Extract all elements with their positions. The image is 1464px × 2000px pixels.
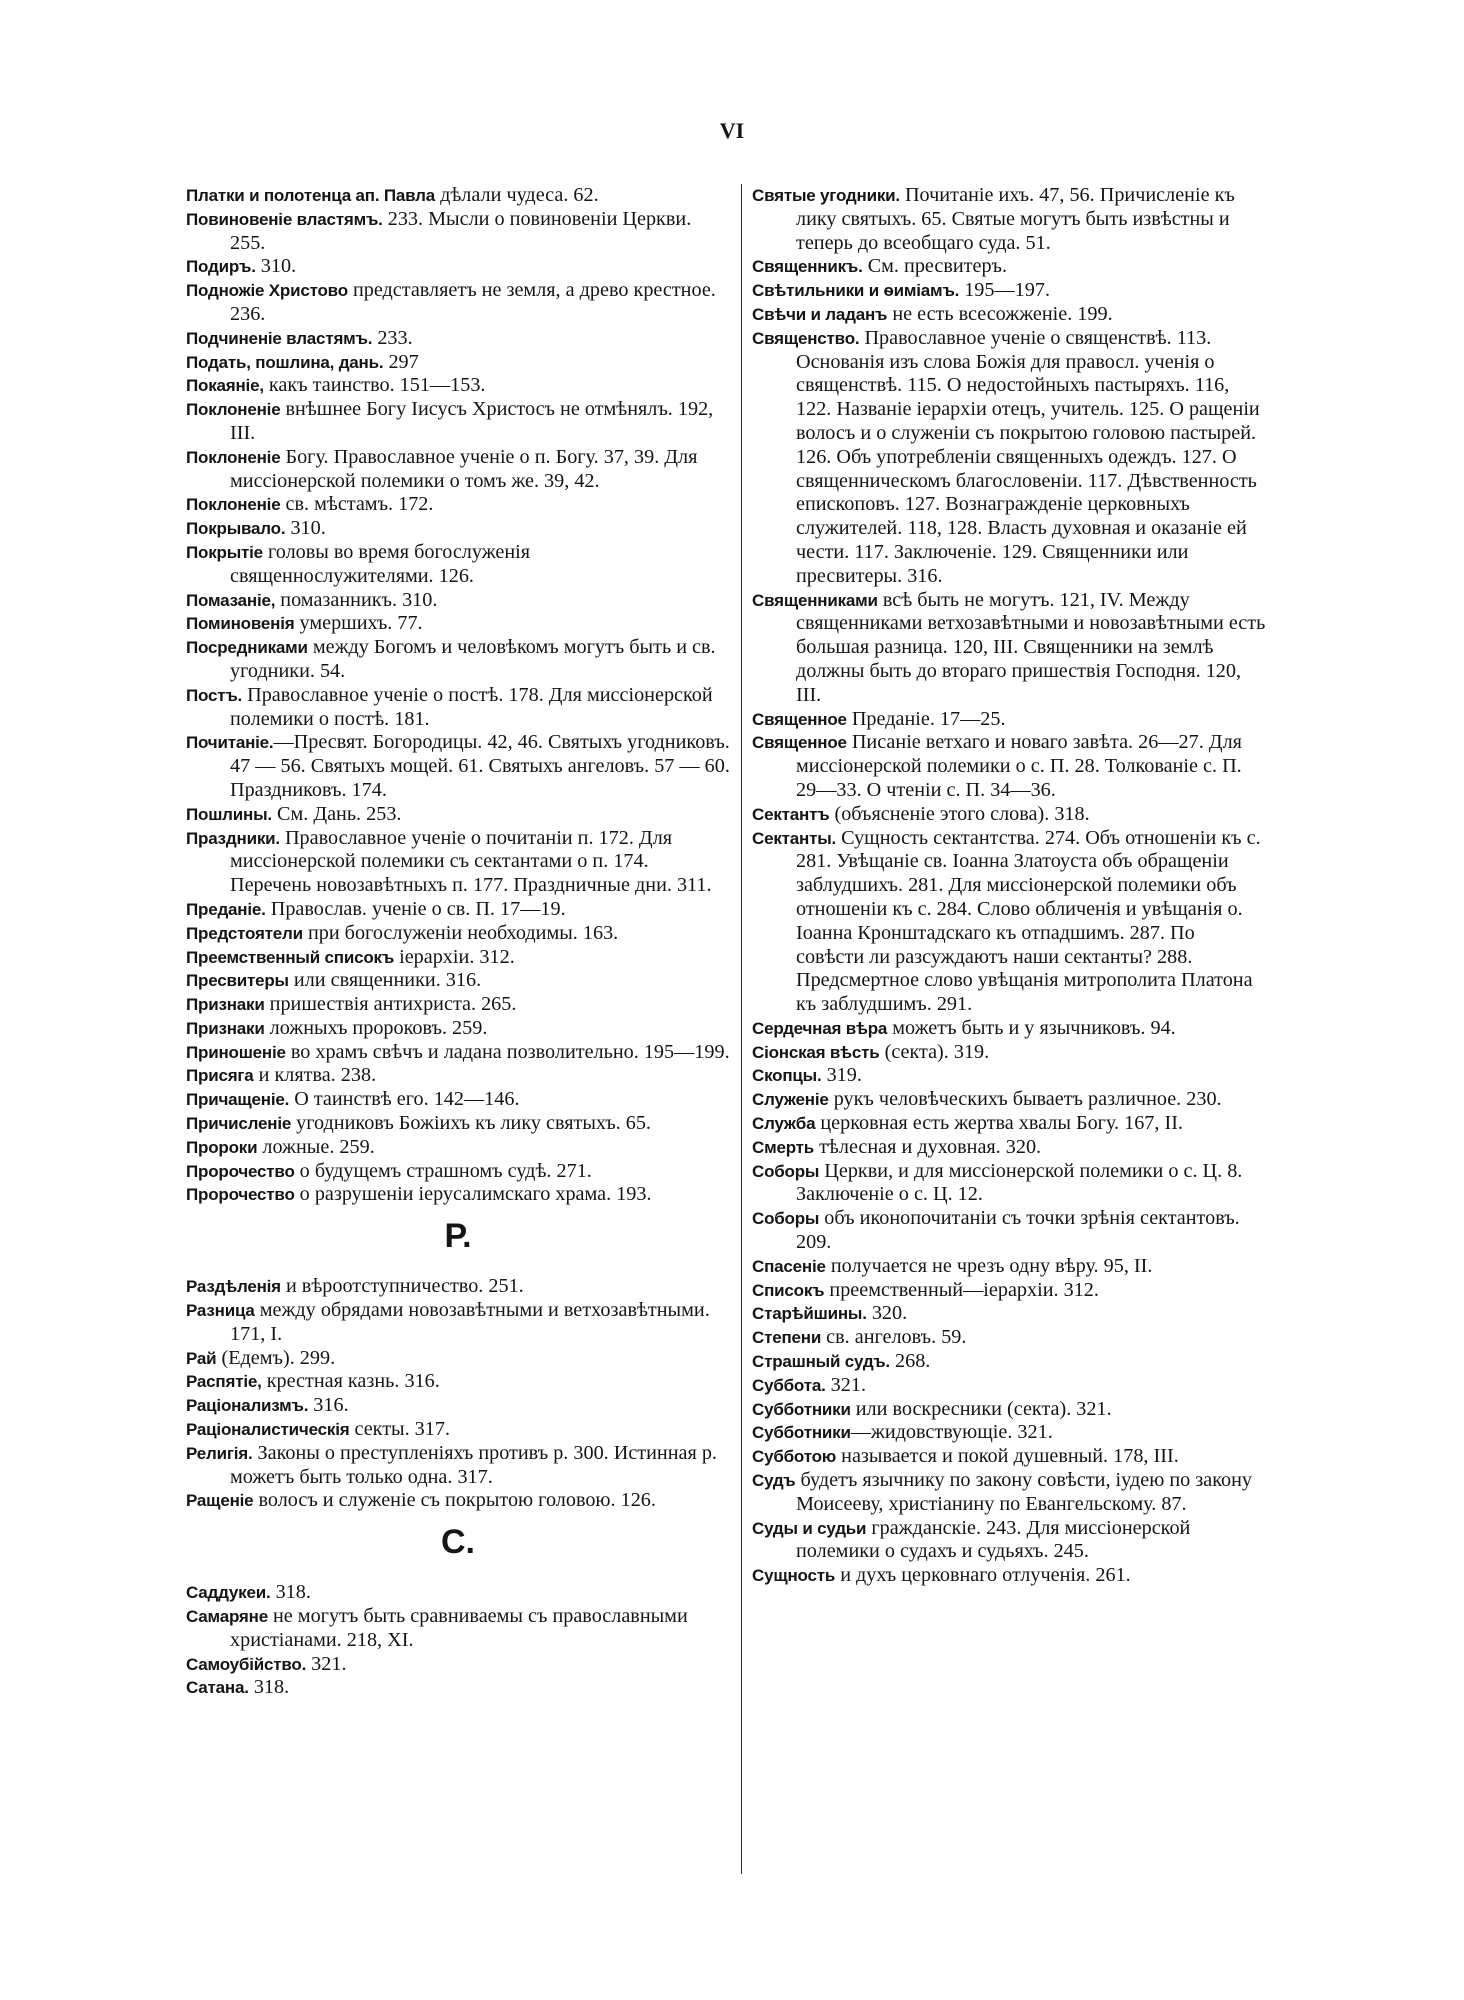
index-entry: [752, 1017, 1266, 1041]
index-entry: [186, 1605, 730, 1653]
entry-text: не есть всесожженіе. 199.: [887, 302, 1113, 325]
index-entry: [186, 1275, 730, 1299]
index-entry: [186, 612, 730, 636]
entry-text: св. мѣстамъ. 172.: [280, 493, 434, 516]
entry-text: 233. Мысли о повиновеніи Церкви. 255.: [230, 207, 692, 254]
entry-headword: Религія.: [186, 1443, 253, 1463]
entry-text: 318.: [248, 1676, 290, 1699]
entry-text: 195—197.: [959, 279, 1050, 302]
entry-headword: Сектантъ: [752, 804, 830, 824]
entry-headword: Праздники.: [186, 828, 280, 848]
entry-headword: Подиръ.: [186, 257, 256, 277]
entry-headword: Субботою: [752, 1447, 837, 1467]
entries-list-s-continued: [752, 184, 1266, 1588]
entry-text: называется и покой душевный. 178, III.: [836, 1445, 1179, 1468]
entry-text: ложныхъ пророковъ. 259.: [264, 1016, 488, 1039]
entry-text: или священники. 316.: [288, 969, 482, 992]
entry-headword: Повиновеніе властямъ.: [186, 209, 383, 229]
index-entry: [752, 1064, 1266, 1088]
entry-text: Законы о преступленіяхъ противъ р. 300. Истинная р. можетъ быть только одна. 317.: [230, 1441, 717, 1488]
index-entry: [752, 1041, 1266, 1065]
entry-headword: Святые угодники.: [752, 186, 900, 205]
entry-text: Православ. ученіе о св. П. 17—19.: [265, 897, 566, 920]
entry-text: 297: [383, 350, 419, 373]
index-entry: [186, 946, 730, 970]
index-entry: [186, 351, 730, 375]
index-entry: [186, 1088, 730, 1112]
entry-text: (секта). 319.: [879, 1040, 990, 1063]
entry-text: гражданскіе. 243. Для миссіонерской полемики о судахъ и судьяхъ. 245.: [796, 1516, 1191, 1563]
index-entry: [186, 1370, 730, 1394]
index-entry: [186, 1347, 730, 1371]
index-entry: [752, 1279, 1266, 1303]
entry-text: угодниковъ Божіихъ къ лику святыхъ. 65.: [291, 1112, 651, 1135]
entry-headword: Пророчество: [186, 1161, 295, 1181]
index-entry: [186, 636, 730, 684]
index-entry: [752, 1326, 1266, 1350]
entry-text: 310.: [255, 255, 297, 278]
index-entry: [752, 327, 1266, 589]
index-entry: [752, 303, 1266, 327]
entry-headword: Приношеніе: [186, 1042, 286, 1062]
entry-headword: Предстоятели: [186, 923, 303, 943]
entry-headword: Пророчество: [186, 1185, 295, 1205]
entry-text: Православное ученіе о священствѣ. 113. Основанія изъ слова Божія для правосл. ученія о священствѣ. 115. О недостойныхъ пастыряхъ. 116, 122. Названіе іерархіи отецъ, учитель. 125. О ращеніи волосъ и о служеніи съ покрытою головою пастырей. 126. Объ употребленіи священныхъ одеждъ. 127. О священническомъ благословеніи. 117. Дѣвственность епископовъ. 127. Вознагражденіе церковныхъ служителей. 118, 128. Власть духовная и оказаніе ей чести. 117. Заключеніе. 129. Священники или пресвитеры. 316.: [796, 326, 1260, 587]
entry-headword: Ращеніе: [186, 1491, 254, 1511]
index-entry: [752, 279, 1266, 303]
entry-text: Преданіе. 17—25.: [846, 707, 1006, 730]
index-entry: [752, 1160, 1266, 1208]
entry-text: —Пресвят. Богородицы. 42, 46. Святыхъ угодниковъ. 47 — 56. Святыхъ мощей. 61. Святыхъ ангеловъ. 57 — 60. Праздниковъ. 174.: [230, 731, 730, 801]
index-entry: [186, 1064, 730, 1088]
entries-list-s: [186, 1581, 730, 1700]
entry-headword: Распятіе,: [186, 1372, 262, 1392]
entry-headword: Постъ.: [186, 685, 243, 705]
entry-headword: Подать, пошлина, дань.: [186, 352, 384, 372]
entry-headword: Раціонализмъ.: [186, 1396, 309, 1416]
entry-text: пришествія антихриста. 265.: [264, 993, 517, 1016]
entries-list-p: [186, 184, 730, 1207]
index-entry: [752, 1421, 1266, 1445]
index-entry: [186, 541, 730, 589]
entry-text: Почитаніе ихъ. 47, 56. Причисленіе къ лику святыхъ. 65. Святые могутъ быть извѣстны и теперь до всеобщаго суда. 51.: [796, 184, 1235, 254]
index-entry: [752, 255, 1266, 279]
entry-headword: Сектанты.: [752, 828, 837, 848]
index-entry: [752, 1517, 1266, 1565]
entry-text: См. Дань. 253.: [271, 802, 402, 825]
index-entry: [186, 1489, 730, 1513]
entry-headword: Субботники: [752, 1399, 851, 1419]
index-entry: [752, 1136, 1266, 1160]
entry-text: Православное ученіе о постѣ. 178. Для миссіонерской полемики о постѣ. 181.: [230, 683, 713, 730]
entry-headword: Степени: [752, 1328, 822, 1348]
entry-text: 321.: [825, 1373, 866, 1396]
index-entry: [186, 827, 730, 898]
entry-headword: Признаки: [186, 1018, 265, 1038]
index-entry: [186, 969, 730, 993]
entry-headword: Посредниками: [186, 638, 308, 658]
entry-text: секты. 317.: [349, 1418, 451, 1441]
entry-headword: Рай: [186, 1348, 217, 1368]
index-entry: [752, 1398, 1266, 1422]
entry-text: во храмъ свѣчъ и ладана позволительно. 195—199.: [285, 1040, 730, 1063]
entry-text: іерархіи. 312.: [394, 945, 515, 968]
index-entry: [186, 1394, 730, 1418]
index-entry: [186, 898, 730, 922]
entry-text: и вѣроотступничество. 251.: [280, 1275, 524, 1298]
entry-text: между Богомъ и человѣкомъ могутъ быть и св. угодники. 54.: [230, 636, 716, 682]
entry-headword: Судъ: [752, 1471, 796, 1491]
index-entry: [186, 1676, 730, 1700]
index-entry: [752, 1350, 1266, 1374]
entry-headword: Суббота.: [752, 1375, 826, 1395]
index-entry: [186, 1112, 730, 1136]
index-entry: [752, 827, 1266, 1017]
index-entry: [752, 1374, 1266, 1398]
entry-text: всѣ быть не могутъ. 121, IV. Между священниками ветхозавѣтными и новозавѣтными есть большая разница. 120, III. Священники на землѣ должны быть до втораго пришествія Господня. 120, III.: [796, 588, 1266, 706]
entry-headword: Преемственный списокъ: [186, 947, 395, 967]
entry-text: будетъ язычнику по закону совѣсти, іудею по закону Моисееву, христіанину по Евангельскому. 87.: [795, 1469, 1252, 1515]
entry-headword: Сердечная вѣра: [752, 1018, 888, 1038]
entry-headword: Саддукеи.: [186, 1583, 271, 1603]
entry-text: 320.: [866, 1302, 908, 1325]
entry-headword: Свѣчи и ладанъ: [752, 304, 888, 324]
entry-text: 233.: [372, 326, 413, 349]
entry-text: 319.: [821, 1064, 862, 1087]
entry-headword: Священство.: [752, 328, 860, 348]
entry-text: волосъ и служеніе съ покрытою головою. 126.: [253, 1489, 656, 1512]
entry-text: при богослуженіи необходимы. 163.: [302, 921, 619, 944]
entry-headword: Сатана.: [186, 1678, 249, 1698]
entry-text: —жидовствующіе. 321.: [850, 1421, 1053, 1444]
entry-headword: Присяга: [186, 1066, 254, 1086]
entry-text: 321.: [306, 1652, 347, 1675]
index-entry: [186, 208, 730, 256]
index-entry: [186, 1299, 730, 1347]
index-entry: [186, 1653, 730, 1677]
index-entry: [752, 1088, 1266, 1112]
entry-text: и клятва. 238.: [253, 1064, 377, 1087]
entry-text: и духъ церковнаго отлученія. 261.: [835, 1564, 1131, 1587]
index-entry: [186, 398, 730, 446]
entry-text: 318.: [270, 1581, 311, 1604]
index-entry: [186, 255, 730, 279]
entry-text: преемственный—іерархіи. 312.: [824, 1278, 1099, 1301]
entry-text: рукъ человѣческихъ бываетъ различное. 230.: [828, 1088, 1222, 1111]
entry-headword: Скопцы.: [752, 1066, 822, 1086]
entry-headword: Смерть: [752, 1137, 815, 1157]
entry-headword: Почитаніе.: [186, 733, 274, 753]
index-entry: [186, 1581, 730, 1605]
entry-headword: Самоубійство.: [186, 1654, 307, 1674]
index-entry: [752, 589, 1266, 708]
index-entry: [186, 589, 730, 613]
entry-text: тѣлесная и духовная. 320.: [814, 1135, 1042, 1158]
entry-headword: Пресвитеры: [186, 971, 289, 991]
index-entry: [752, 708, 1266, 732]
index-entry: [186, 517, 730, 541]
entry-text: внѣшнее Богу Іисусъ Христосъ не отмѣнялъ. 192, III.: [230, 398, 714, 444]
entry-text: См. пресвитеръ.: [862, 255, 1008, 278]
entry-headword: Раздѣленія: [186, 1277, 281, 1297]
entry-text: умершихъ. 77.: [294, 612, 423, 635]
index-entry: [186, 803, 730, 827]
entry-text: помазанникъ. 310.: [275, 588, 438, 611]
entry-headword: Покрывало.: [186, 519, 286, 539]
entry-headword: Священное: [752, 733, 847, 753]
entry-text: св. ангеловъ. 59.: [821, 1326, 967, 1349]
index-entry: [186, 1418, 730, 1442]
entry-text: крестная казнь. 316.: [261, 1370, 440, 1393]
entry-headword: Подчиненіе властямъ.: [186, 328, 373, 348]
entry-text: о разрушеніи іерусалимскаго храма. 193.: [294, 1183, 652, 1206]
entry-text: Православное ученіе о почитаніи п. 172. Для миссіонерской полемики съ сектантами о п. 174. Перечень новозавѣтныхъ п. 177. Праздничные дни. 311.: [230, 826, 712, 897]
entry-headword: Субботники: [752, 1423, 851, 1443]
index-entry: [186, 922, 730, 946]
index-entry: [186, 1017, 730, 1041]
entry-text: головы во время богослуженія священнослужителями. 126.: [230, 540, 531, 587]
entry-text: ложные. 259.: [257, 1135, 375, 1158]
entry-headword: Раціоналистическія: [186, 1420, 350, 1440]
index-entry: [186, 327, 730, 351]
entry-text: Церкви, и для миссіонерской полемики о с. Ц. 8. Заключеніе о с. Ц. 12.: [796, 1159, 1243, 1206]
index-entry: [752, 184, 1266, 255]
entry-text: О таинствѣ его. 142—146.: [289, 1088, 520, 1111]
entry-text: Сущность сектантства. 274. Объ отношеніи къ с. 281. Увѣщаніе св. Іоанна Златоуста объ обращеніи заблудшихъ. 281. Для миссіонерской полемики объ отношеніи къ с. 284. Слово обличенія и увѣщанія о. Іоанна Кронштадскаго къ отпадшимъ. 287. По совѣсти ли разсуждаютъ наши сектанты? 288. Предсмертное слово увѣщанія митрополита Платона къ заблудшимъ. 291.: [796, 826, 1261, 1016]
index-column-left: [186, 184, 730, 1700]
entry-text: 268.: [889, 1350, 931, 1373]
index-entry: [186, 1160, 730, 1184]
entry-text: получается не чрезъ одну вѣру. 95, II.: [825, 1254, 1153, 1277]
entry-headword: Причащеніе.: [186, 1090, 290, 1110]
entry-headword: Служба: [752, 1114, 816, 1134]
index-entry: [752, 1469, 1266, 1517]
index-column-right: [752, 184, 1266, 1588]
entries-list-r: [186, 1275, 730, 1513]
entry-text: (объясненіе этого слова). 318.: [829, 802, 1090, 825]
index-entry: [752, 1445, 1266, 1469]
entry-headword: Покрытіе: [186, 542, 263, 562]
index-entry: [186, 1041, 730, 1065]
entry-text: о будущемъ страшномъ судѣ. 271.: [294, 1159, 592, 1182]
entry-headword: Поклоненіе: [186, 495, 281, 515]
entry-headword: Поминовенія: [186, 614, 295, 634]
entry-headword: Списокъ: [752, 1280, 825, 1300]
entry-headword: Подножіе Христово: [186, 281, 348, 301]
entry-headword: Сіонская вѣсть: [752, 1042, 880, 1062]
index-entry: [752, 1112, 1266, 1136]
entry-text: объ иконопочитаніи съ точки зрѣнія сектантовъ. 209.: [796, 1207, 1240, 1254]
index-entry: [186, 1183, 730, 1207]
index-entry: [752, 1255, 1266, 1279]
entry-text: дѣлали чудеса. 62.: [435, 184, 599, 206]
index-entry: [186, 1442, 730, 1490]
index-entry: [752, 1302, 1266, 1326]
index-entry: [186, 493, 730, 517]
entry-headword: Покаяніе,: [186, 376, 264, 396]
index-entry: [186, 1136, 730, 1160]
entry-headword: Страшный судъ.: [752, 1352, 890, 1372]
index-entry: [186, 446, 730, 494]
index-entry: [752, 1207, 1266, 1255]
entry-text: можетъ быть и у язычниковъ. 94.: [887, 1016, 1176, 1039]
entry-headword: Причисленіе: [186, 1114, 292, 1134]
entry-text: или воскресники (секта). 321.: [850, 1397, 1112, 1420]
entry-headword: Поклоненіе: [186, 447, 281, 467]
entry-headword: Преданіе.: [186, 899, 266, 919]
index-entry: [752, 731, 1266, 802]
entry-headword: Сущность: [752, 1566, 836, 1586]
index-entry: [186, 731, 730, 802]
entry-headword: Свѣтильники и ѳиміамъ.: [752, 281, 960, 301]
entry-headword: Пророки: [186, 1137, 258, 1157]
entry-headword: Священное: [752, 709, 847, 729]
section-letter-r: Р.: [444, 1217, 472, 1256]
index-entry: [186, 374, 730, 398]
index-entry: [752, 803, 1266, 827]
entry-text: 316.: [308, 1394, 349, 1417]
index-entry: [186, 184, 730, 208]
index-entry: [186, 993, 730, 1017]
entry-text: 310.: [285, 517, 326, 540]
entry-headword: Пошлины.: [186, 804, 272, 824]
entry-headword: Спасеніе: [752, 1256, 826, 1276]
entry-text: какъ таинство. 151—153.: [263, 374, 486, 397]
index-entry: [186, 279, 730, 327]
entry-text: Богу. Православное ученіе о п. Богу. 37, 39. Для миссіонерской полемики о томъ же. 39, 42.: [230, 445, 698, 492]
entry-headword: Священникъ.: [752, 257, 863, 277]
entry-headword: Помазаніе,: [186, 590, 276, 610]
entry-headword: Старѣйшины.: [752, 1304, 867, 1324]
entry-headword: Соборы: [752, 1209, 820, 1229]
entry-headword: Служеніе: [752, 1090, 829, 1110]
entry-headword: Священниками: [752, 590, 878, 610]
entry-headword: Самаряне: [186, 1607, 268, 1627]
entry-headword: Поклоненіе: [186, 400, 281, 420]
entry-headword: Соборы: [752, 1161, 820, 1181]
entry-text: между обрядами новозавѣтными и ветхозавѣтными. 171, I.: [230, 1299, 710, 1345]
entry-text: (Едемъ). 299.: [216, 1346, 336, 1369]
page-number: VI: [719, 118, 745, 143]
entry-headword: Платки и полотенца ап. Павла: [186, 186, 436, 205]
entry-headword: Разница: [186, 1301, 255, 1321]
entry-headword: Признаки: [186, 995, 265, 1015]
entry-text: не могутъ быть сравниваемы съ православными христіанами. 218, XI.: [230, 1605, 688, 1651]
entry-text: церковная есть жертва хвалы Богу. 167, II.: [815, 1112, 1183, 1135]
entry-text: представляетъ не земля, а древо крестное. 236.: [230, 279, 716, 325]
index-entry: [752, 1564, 1266, 1588]
entry-text: Писаніе ветхаго и новаго завѣта. 26—27. Для миссіонерской полемики о с. П. 28. Толкованіе с. П. 29—33. О чтеніи с. П. 34—36.: [796, 731, 1242, 801]
entry-headword: Суды и судьи: [752, 1518, 867, 1538]
section-letter-s: С.: [441, 1523, 475, 1562]
column-divider: [741, 184, 742, 1874]
index-entry: [186, 684, 730, 732]
